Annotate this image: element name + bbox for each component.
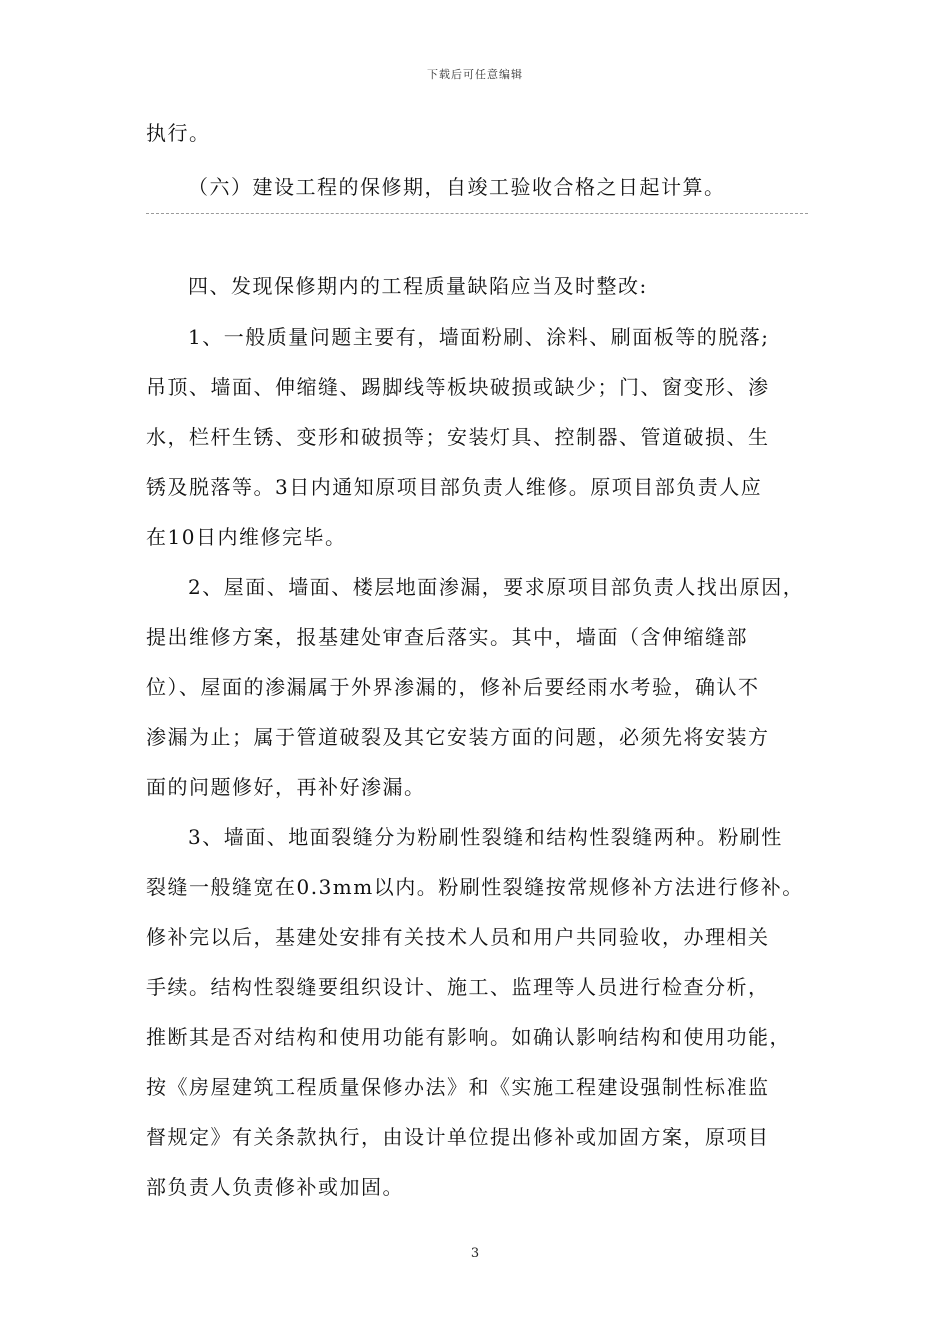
text-line: 推断其是否对结构和使用功能有影响。如确认影响结构和使用功能，	[146, 1025, 791, 1049]
text-line: 位）、屋面的渗漏属于外界渗漏的，修补后要经雨水考验，确认不	[146, 675, 760, 699]
text-line: 按《房屋建筑工程质量保修办法》和《实施工程建设强制性标准监	[146, 1075, 770, 1099]
text-line: 修补完以后，基建处安排有关技术人员和用户共同验收，办理相关	[146, 925, 770, 949]
text-line: 督规定》有关条款执行，由设计单位提出修补或加固方案，原项目	[146, 1125, 770, 1149]
text-line: 2、屋面、墙面、楼层地面渗漏，要求原项目部负责人找出原因，	[188, 575, 805, 599]
text-line: 在10日内维修完毕。	[146, 525, 347, 549]
section-divider	[146, 213, 808, 214]
text-line: 手续。结构性裂缝要组织设计、施工、监理等人员进行检查分析，	[146, 975, 770, 999]
header-note: 下载后可任意编辑	[427, 68, 523, 81]
text-line: 3、墙面、地面裂缝分为粉刷性裂缝和结构性裂缝两种。粉刷性	[188, 825, 783, 849]
text-line: 锈及脱落等。3日内通知原项目部负责人维修。原项目部负责人应	[146, 475, 763, 499]
text-line: 提出维修方案，报基建处审查后落实。其中，墙面（含伸缩缝部	[146, 625, 748, 649]
text-line: 执行。	[146, 121, 211, 145]
text-line: 水，栏杆生锈、变形和破损等；安装灯具、控制器、管道破损、生	[146, 425, 770, 449]
section-heading: 四、发现保修期内的工程质量缺陷应当及时整改:	[188, 274, 648, 298]
text-line: 裂缝一般缝宽在0.3mm以内。粉刷性裂缝按常规修补方法进行修补。	[146, 875, 804, 899]
text-line: （六）建设工程的保修期，自竣工验收合格之日起计算。	[188, 175, 726, 199]
text-line: 面的问题修好，再补好渗漏。	[146, 775, 426, 799]
text-line: 部负责人负责修补或加固。	[146, 1175, 404, 1199]
text-line: 吊顶、墙面、伸缩缝、踢脚线等板块破损或缺少；门、窗变形、渗	[146, 375, 770, 399]
text-line: 渗漏为止；属于管道破裂及其它安装方面的问题，必须先将安装方	[146, 725, 770, 749]
page-number: 3	[470, 1246, 480, 1261]
text-line: 1、一般质量问题主要有，墙面粉刷、涂料、刷面板等的脱落;	[188, 325, 770, 349]
